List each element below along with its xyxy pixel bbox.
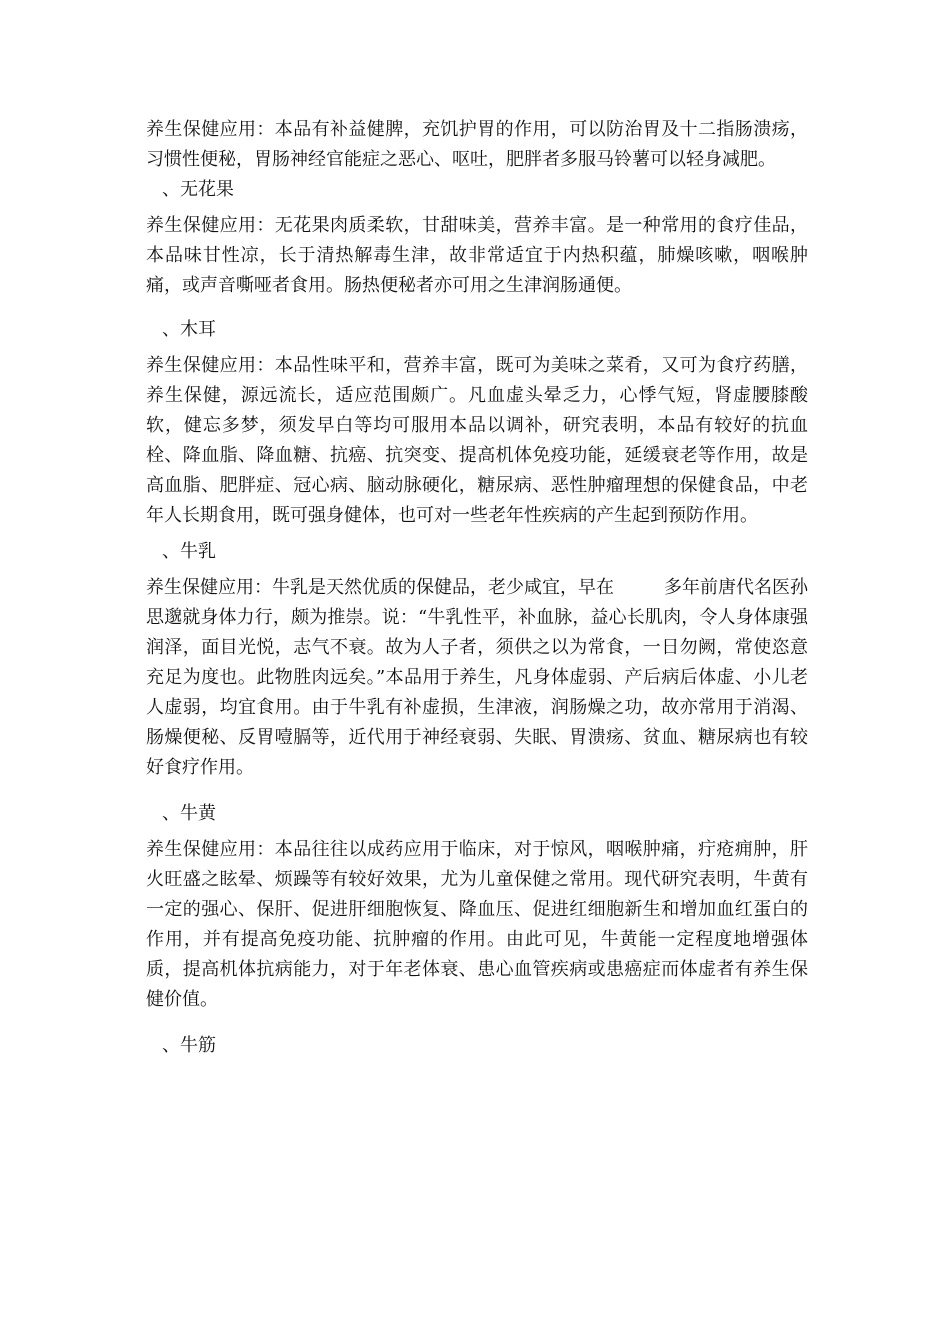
heading-beef-tendon: 、牛筋 — [162, 1035, 216, 1056]
paragraph-potato: 养生保健应用：本品有补益健脾，充饥护胃的作用，可以防治胃及十二指肠溃疡，习惯性便秘，胃肠神经官能症之恶心、呕吐，肥胖者多服马铃薯可以轻身减肥。 — [146, 119, 808, 170]
document-page — [146, 115, 808, 1061]
heading-milk: 、牛乳 — [162, 541, 216, 562]
paragraph-bezoar: 养生保健应用：本品往往以成药应用于临床，对于惊风，咽喉肿痛，疔疮痈肿，肝火旺盛之眩晕、烦躁等有较好效果，尤为儿童保健之常用。现代研究表明，牛黄有一定的强心、保肝、促进肝细胞恢复、降血压、促进红细胞新生和增加血红蛋白的作用，并有提高免疫功能、抗肿瘤的作用。由此可见，牛黄能一定程度地增强体质，提高机体抗病能力，对于年老体衰、患心血管疾病或患癌症而体虚者有养生保健价值。 — [146, 839, 808, 1010]
milk-text-before-gap: 养生保健应用：牛乳是天然优质的保健品，老少咸宜，早在 — [146, 577, 614, 598]
paragraph-milk — [146, 573, 808, 783]
paragraph-wood-ear: 养生保健应用：本品性味平和，营养丰富，既可为美味之菜肴，又可为食疗药膳，养生保健，源远流长，适应范围颇广。凡血虚头晕乏力，心悸气短，肾虚腰膝酸软，健忘多梦，须发早白等均可服用本品以调补，研究表明，本品有较好的抗血栓、降血脂、降血糖、抗癌、抗突变、提高机体免疫功能，延缓衰老等作用，故是高血脂、肥胖症、冠心病、脑动脉硬化，糖尿病、恶性肿瘤理想的保健食品，中老年人长期食用，既可强身健体，也可对一些老年性疾病的产生起到预防作用。 — [146, 355, 808, 526]
heading-bezoar: 、牛黄 — [162, 803, 216, 824]
heading-wood-ear: 、木耳 — [162, 319, 216, 340]
heading-fig: 、无花果 — [162, 179, 234, 200]
milk-text-after-gap: 多年前唐代名医孙思邈就身体力行，颇为推崇。说：“牛乳性平，补血脉，益心长肌肉，令人身体康强润泽，面目光悦，志气不衰。故为人子者，须供之以为常食，一日勿阙，常使恣意充足为度也。此物胜肉远矣。”本品用于养生，凡身体虚弱、产后病后体虚、小儿老人虚弱，均宜食用。由于牛乳有补虚损，生津液，润肠燥之功，故亦常用于消渴、肠燥便秘、反胃噎膈等，近代用于神经衰弱、失眠、胃溃疡、贫血、糖尿病也有较好食疗作用。 — [146, 577, 808, 778]
paragraph-fig: 养生保健应用：无花果肉质柔软，甘甜味美，营养丰富。是一种常用的食疗佳品，本品味甘性凉，长于清热解毒生津，故非常适宜于内热积蕴，肺燥咳嗽，咽喉肿痛，或声音嘶哑者食用。肠热便秘者亦可用之生津润肠通便。 — [146, 215, 808, 296]
